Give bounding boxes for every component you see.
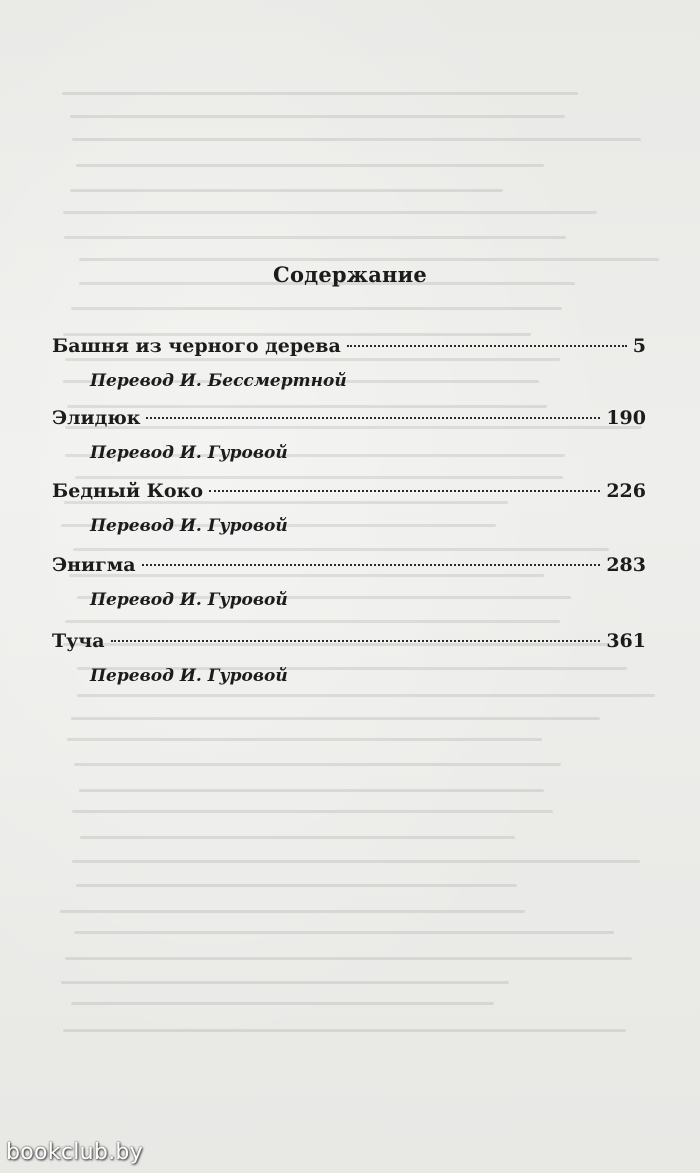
- toc-entry: [52, 407, 646, 463]
- toc-entry-row: [52, 480, 646, 506]
- toc-entry-row: [52, 630, 646, 656]
- toc-entry-translator: Перевод И. Гуровой: [90, 516, 288, 536]
- toc-entry-title: Энигма: [52, 554, 136, 576]
- toc-entry-page: 283: [606, 554, 646, 576]
- toc-entry-translator: Перевод И. Гуровой: [90, 590, 288, 610]
- dot-leader: [111, 640, 601, 642]
- dot-leader: [146, 417, 600, 419]
- bleed-through-line: [71, 717, 600, 720]
- bleed-through-line: [70, 189, 503, 192]
- dot-leader: [209, 490, 600, 492]
- bleed-through-line: [62, 92, 577, 95]
- toc-entry-row: [52, 335, 646, 361]
- bleed-through-line: [77, 694, 655, 697]
- toc-entry-title: Элидюк: [52, 407, 141, 429]
- bleed-through-line: [74, 931, 614, 934]
- bleed-through-line: [60, 910, 525, 913]
- bleed-through-line: [76, 164, 544, 167]
- bleed-through-line: [65, 957, 633, 960]
- bleed-through-line: [71, 307, 562, 310]
- bleed-through-line: [72, 138, 641, 141]
- bleed-through-line: [73, 548, 609, 551]
- toc-entry-translator: Перевод И. Бессмертной: [90, 371, 347, 391]
- dot-leader: [142, 564, 601, 566]
- bleed-through-line: [72, 860, 640, 863]
- site-watermark: bookclub.by: [6, 1140, 144, 1165]
- bleed-through-line: [61, 981, 510, 984]
- bleed-through-line: [63, 1029, 626, 1032]
- dot-leader: [347, 345, 627, 347]
- toc-entry-page: 5: [632, 335, 646, 357]
- bleed-through-line: [65, 620, 560, 623]
- toc-entry: [52, 554, 646, 610]
- bleed-through-line: [74, 763, 561, 766]
- toc-title: Содержание: [273, 262, 427, 287]
- toc-entry-page: 226: [606, 480, 646, 502]
- bleed-through-line: [72, 810, 553, 813]
- toc-entry-page: 190: [606, 407, 646, 429]
- toc-entry-title: Башня из черного дерева: [52, 335, 341, 357]
- bleed-through-line: [79, 258, 659, 261]
- bleed-through-line: [64, 236, 567, 239]
- toc-entry-row: [52, 407, 646, 433]
- toc-entry-title: Туча: [52, 630, 105, 652]
- toc-entry-title: Бедный Коко: [52, 480, 203, 502]
- bleed-through-line: [71, 1002, 495, 1005]
- bleed-through-line: [79, 789, 544, 792]
- toc-entry: [52, 335, 646, 391]
- toc-entry: [52, 480, 646, 536]
- toc-entry-translator: Перевод И. Гуровой: [90, 666, 288, 686]
- toc-entry-page: 361: [606, 630, 646, 652]
- bleed-through-line: [75, 476, 563, 479]
- bleed-through-line: [70, 115, 565, 118]
- bleed-through-line: [63, 211, 597, 214]
- toc-entry-translator: Перевод И. Гуровой: [90, 443, 288, 463]
- toc-entry: [52, 630, 646, 686]
- toc-entry-row: [52, 554, 646, 580]
- bleed-through-line: [76, 884, 517, 887]
- bleed-through-line: [80, 836, 515, 839]
- bleed-through-line: [67, 738, 542, 741]
